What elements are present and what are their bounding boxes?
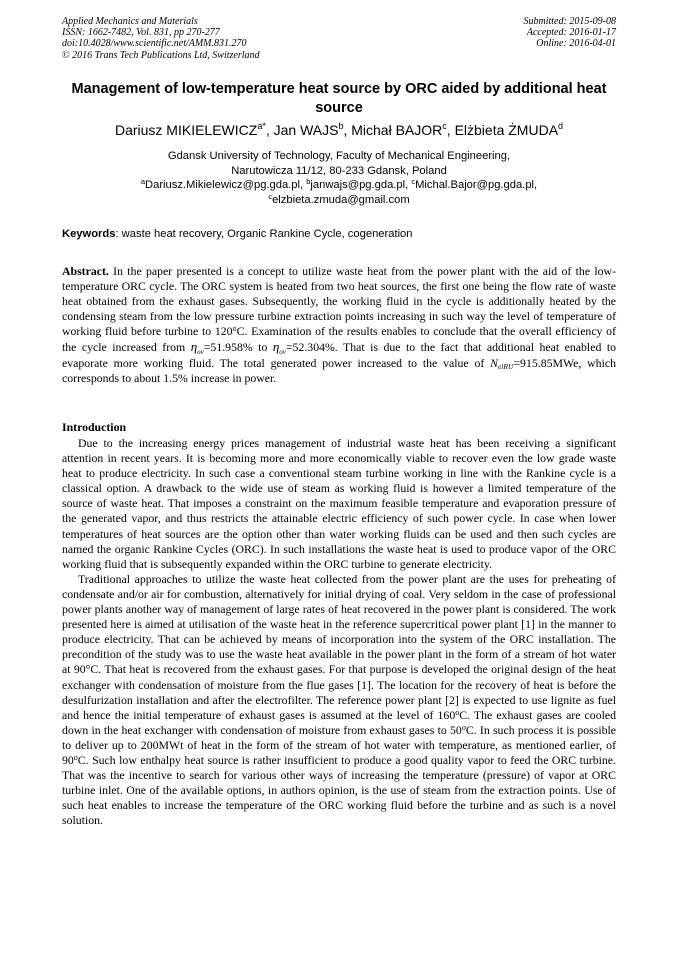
degree-mark: o <box>73 752 78 762</box>
author-mark: d <box>558 121 564 131</box>
email-mark: b <box>306 177 311 187</box>
email-mark: a <box>140 177 146 187</box>
paper-title: Management of low-temperature heat source by ORC aided by additional heat source <box>71 81 607 116</box>
author-separator: , <box>446 122 455 138</box>
keywords-label: Keywords <box>62 228 116 240</box>
email-link[interactable]: Michal.Bajor@pg.gda.pl <box>415 179 535 192</box>
intro-paragraph-2 <box>62 572 616 829</box>
author-list <box>40 121 638 139</box>
keywords-text: : waste heat recovery, Organic Rankine Cycle, cogeneration <box>115 228 413 240</box>
paragraph-text: C. Such low enthalpy heat source is rather insufficient to produce a good quality vapor to feed the ORC turbine. That was the incentive to search for various other ways of increasing the temperature (pressure) of vapor at ORC turbine inlet. One of the available options, in authors opinion, is the use of steam from the extraction points. Use of such heat enables to increase the temperature of the ORC working fluid before the turbine and as such is a novel solution. <box>62 752 616 828</box>
author-mark: a* <box>257 121 266 131</box>
abstract-text: =915.85MWe, which corresponds to about 1.5% increase in power. <box>62 355 616 385</box>
paragraph-text: C. In such process it is possible to deliver up to 200MWt of heat in the form of the stream of hot water with temperature, as mentioned earlier, of 90 <box>62 722 617 767</box>
abstract-paragraph <box>62 264 616 386</box>
email-link[interactable]: Dariusz.Mikielewicz@pg.gda.pl <box>145 179 301 192</box>
email-separator: , <box>405 179 412 192</box>
email-mark: c <box>268 191 273 201</box>
affiliation-block <box>62 149 616 207</box>
degree-mark: o <box>232 324 237 334</box>
paragraph-text: C. The exhaust gases are cooled down in the heat exchanger with condensation of moisture from exhaust gases to 50 <box>62 707 617 737</box>
affiliation-address: Narutowicza 11/12, 80-233 Gdansk, Poland <box>231 164 447 177</box>
eta-char: η <box>190 339 198 355</box>
author-email-last <box>62 193 616 208</box>
author-mark: c <box>442 121 447 131</box>
journal-doi: doi:10.4028/www.scientific.net/AMM.831.270 <box>62 38 247 50</box>
submission-dates <box>524 16 617 50</box>
intro-paragraph-1: Due to the increasing energy prices management of industrial waste heat has been receiving a significant attention in recent years. It is becoming more and more economically viable to recover even the low grade waste heat to produce electricity. In such case a conventional steam turbine working in line with the Rankine cycle is a classical option. A drawback to the wide use of steam as working fluid is however a limited temperature of the source of waste heat. That imposes a constraint on the maximum feasible temperature and evaporation pressure of the generated vapor, and thus restricts the attainable electric efficiency of such power cycle. In case when lower temperatures of heat sources are the option other than water working fluids can be used and then such cycles are named the organic Rankine Cycles (ORC). In such installations the waste heat is used to produce vapor of the ORC working fluid that is subsequently expanded within the ORC turbine to generate electricity. <box>62 436 616 571</box>
author-separator: , <box>265 122 274 138</box>
power-subscript: elRU <box>497 361 514 371</box>
journal-name: Applied Mechanics and Materials <box>62 16 198 27</box>
abstract-text: C. Examination of the results enables to conclude that the overall efficiency of the cycle increased from <box>62 324 616 355</box>
eta-subscript: ov <box>197 348 204 357</box>
abstract-label: Abstract. <box>62 264 109 278</box>
journal-copyright: © 2016 Trans Tech Publications Ltd, Switzerland <box>62 49 260 61</box>
power-symbol <box>490 356 513 370</box>
email-separator: , <box>534 179 538 192</box>
affiliation-line: Gdansk University of Technology, Faculty of Mechanical Engineering, <box>167 150 511 162</box>
author-name: Jan WAJS <box>273 122 339 138</box>
power-char: N <box>490 355 498 370</box>
paragraph-text: Traditional approaches to utilize the waste heat collected from the power plant are the uses for preheating of condensate and/or air for combustion, alternatively for initial drying of coal. Very seldom in the case of professional power plants another way of management of large rates of heat recovered in the power plant is considered. The work presented here is aimed at utilisation of the waste heat in the reference supercritical power plant [1] in the manner to produce electricity. That can be achieved by means of incorporation into the system of the ORC installation. The precondition of the study was to use the waste heat available in the power plant in the form of a stream of hot water at 90°C. That heat is recovered from the exhaust gases. For that purpose is developed the original design of the heat exchanger with condensation of moisture from the flue gases [1]. The location for the recovery of heat is before the desulfurization installation and after the electrofilter. The reference power plant [2] is expected to use lignite as fuel and hence the initial temperature of exhaust gases is assumed at the level of 160 <box>62 571 616 722</box>
date-submitted: Submitted: 2015-09-08 <box>523 16 616 27</box>
section-heading-introduction: Introduction <box>62 420 127 434</box>
author-name: Elżbieta ŻMUDA <box>454 122 559 138</box>
author-separator: , <box>343 122 352 138</box>
abstract-text: In the paper presented is a concept to utilize waste heat from the power plant with the aid of the low-temperature ORC cycle. The ORC system is heated from two heat sources, the first one being the flow rate of waste heat obtained from the exhaust gases. Subsequently, the working fluid in the cycle is additionally heated by the condensing steam from the low pressure turbine extraction points increasing in such way the level of temperature of working fluid before turbine to 120 <box>62 264 616 339</box>
eta-subscript: ov <box>279 348 286 357</box>
eta-char: η <box>272 339 280 355</box>
author-mark: b <box>338 121 344 131</box>
degree-mark: o <box>461 722 466 732</box>
keywords-line <box>62 227 616 241</box>
email-link[interactable]: elzbieta.zmuda@gmail.com <box>272 193 410 206</box>
author-name: Michał BAJOR <box>351 122 443 138</box>
email-mark: c <box>411 177 416 187</box>
date-online: Online: 2016-04-01 <box>536 38 616 50</box>
date-accepted: Accepted: 2016-01-17 <box>526 27 616 39</box>
journal-info <box>62 16 260 61</box>
author-emails <box>62 178 616 193</box>
author-name: Dariusz MIKIELEWICZ <box>114 122 258 138</box>
degree-mark: o <box>455 707 460 717</box>
email-link[interactable]: janwajs@pg.gda.pl <box>310 179 406 192</box>
journal-issn: ISSN: 1662-7482, Vol. 831, pp 270-277 <box>62 27 220 39</box>
eta-symbol <box>190 339 204 357</box>
abstract-text: =52.304%. That is due to the fact that additional heat enabled to evaporate more working fluid. The total generated power increased to the value of <box>62 340 616 370</box>
abstract-text: =51.958% to <box>203 340 273 355</box>
email-separator: , <box>300 179 307 192</box>
eta-symbol <box>272 339 286 357</box>
introduction-body <box>62 436 616 828</box>
